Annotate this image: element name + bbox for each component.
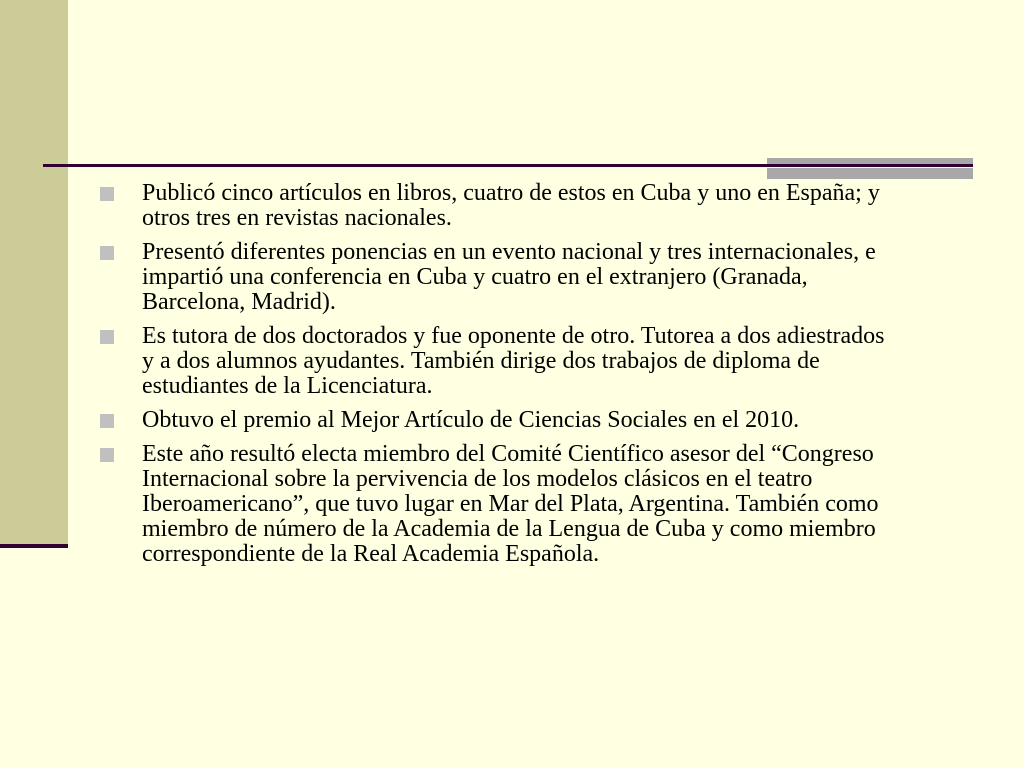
bullet-item: [100, 181, 890, 231]
square-bullet-icon: [100, 187, 114, 201]
square-bullet-icon: [100, 414, 114, 428]
square-bullet-icon: [100, 246, 114, 260]
bullet-text: Es tutora de dos doctorados y fue oponente de otro. Tutorea a dos adiestrados y a dos alumnos ayudantes. También dirige dos trabajos de diploma de estudiantes de la Licenciatura.: [142, 323, 885, 399]
bullet-item: [100, 324, 890, 399]
bullet-item: [100, 442, 890, 567]
bullet-text: Obtuvo el premio al Mejor Artículo de Ciencias Sociales en el 2010.: [142, 407, 800, 433]
square-bullet-icon: [100, 448, 114, 462]
title-divider-rule: [43, 164, 973, 167]
side-rule: [0, 544, 68, 548]
side-band: [0, 0, 68, 547]
bullet-text: Publicó cinco artículos en libros, cuatro de estos en Cuba y uno en España; y otros tres en revistas nacionales.: [142, 180, 880, 231]
bullet-item: [100, 408, 890, 433]
accent-bar-top: [767, 158, 973, 164]
bullet-list: [100, 181, 890, 576]
bullet-text: Presentó diferentes ponencias en un evento nacional y tres internacionales, e impartió una conferencia en Cuba y cuatro en el extranjero (Granada, Barcelona, Madrid).: [142, 239, 876, 315]
square-bullet-icon: [100, 330, 114, 344]
bullet-text: Este año resultó electa miembro del Comité Científico asesor del “Congreso Internacional sobre la pervivencia de los modelos clásicos en el teatro Iberoamericano”, que tuvo lugar en Mar del Plata, Argentina. También como miembro de número de la Academia de la Lengua de Cuba y como miembro correspondiente de la Real Academia Española.: [142, 441, 879, 567]
bullet-item: [100, 240, 890, 315]
accent-bar-bottom: [767, 168, 973, 179]
